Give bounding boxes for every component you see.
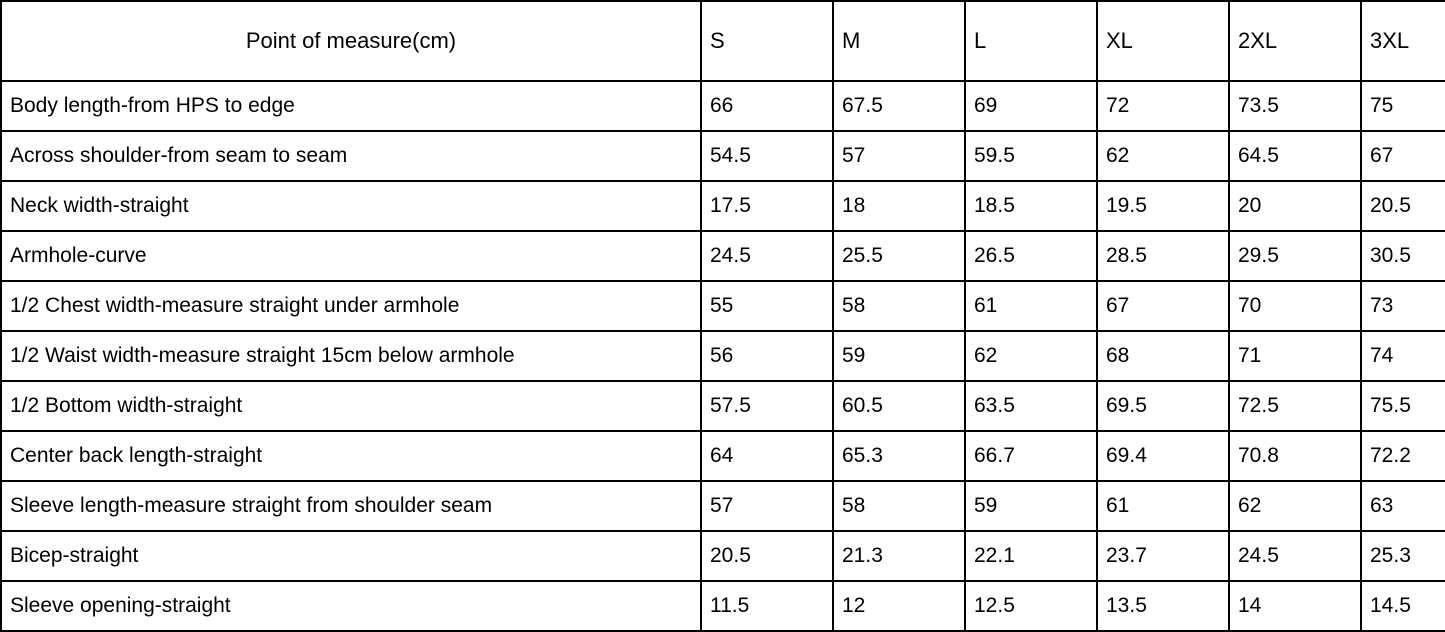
measure-value: 67 [1361,131,1445,181]
measure-value: 66 [701,81,833,131]
table-row [1,531,1445,581]
measure-label: Across shoulder-from seam to seam [1,131,701,181]
measure-value: 57 [701,481,833,531]
measure-value: 54.5 [701,131,833,181]
measure-label: Bicep-straight [1,531,701,581]
table-row [1,581,1445,631]
measure-value: 71 [1229,331,1361,381]
measure-value: 24.5 [701,231,833,281]
measure-value: 67.5 [833,81,965,131]
measure-value: 59 [833,331,965,381]
table-row [1,431,1445,481]
measure-value: 70.8 [1229,431,1361,481]
measure-value: 62 [965,331,1097,381]
measure-value: 25.3 [1361,531,1445,581]
measure-label: 1/2 Waist width-measure straight 15cm below armhole [1,331,701,381]
measure-value: 23.7 [1097,531,1229,581]
measure-value: 63.5 [965,381,1097,431]
column-header-size-2xl: 2XL [1229,1,1361,81]
measure-value: 75 [1361,81,1445,131]
measure-value: 64 [701,431,833,481]
measure-value: 65.3 [833,431,965,481]
measure-value: 58 [833,281,965,331]
table-row [1,181,1445,231]
measure-value: 20.5 [701,531,833,581]
measure-value: 62 [1229,481,1361,531]
column-header-size-s: S [701,1,833,81]
measure-label: 1/2 Chest width-measure straight under armhole [1,281,701,331]
measure-value: 59 [965,481,1097,531]
column-header-size-l: L [965,1,1097,81]
measure-value: 69.5 [1097,381,1229,431]
measure-value: 12 [833,581,965,631]
measure-value: 57 [833,131,965,181]
measure-value: 74 [1361,331,1445,381]
measure-label: 1/2 Bottom width-straight [1,381,701,431]
table-row [1,281,1445,331]
measure-value: 18 [833,181,965,231]
measure-value: 73 [1361,281,1445,331]
measure-label: Armhole-curve [1,231,701,281]
measure-value: 66.7 [965,431,1097,481]
measure-value: 17.5 [701,181,833,231]
table-row [1,381,1445,431]
measure-value: 69 [965,81,1097,131]
measure-value: 13.5 [1097,581,1229,631]
measure-value: 26.5 [965,231,1097,281]
measure-value: 25.5 [833,231,965,281]
measure-value: 22.1 [965,531,1097,581]
measure-label: Sleeve opening-straight [1,581,701,631]
table-row [1,231,1445,281]
table-body [1,81,1445,631]
table-row [1,331,1445,381]
measure-value: 58 [833,481,965,531]
measure-value: 56 [701,331,833,381]
measure-value: 55 [701,281,833,331]
measure-value: 28.5 [1097,231,1229,281]
measure-value: 64.5 [1229,131,1361,181]
column-header-size-3xl: 3XL [1361,1,1445,81]
column-header-point-of-measure: Point of measure(cm) [1,1,701,81]
measure-value: 11.5 [701,581,833,631]
measure-value: 30.5 [1361,231,1445,281]
measure-label: Body length-from HPS to edge [1,81,701,131]
measure-label: Sleeve length-measure straight from shoulder seam [1,481,701,531]
measure-label: Neck width-straight [1,181,701,231]
measure-value: 72 [1097,81,1229,131]
measure-value: 73.5 [1229,81,1361,131]
measure-value: 75.5 [1361,381,1445,431]
measure-value: 14.5 [1361,581,1445,631]
measure-value: 70 [1229,281,1361,331]
measure-value: 63 [1361,481,1445,531]
measure-value: 62 [1097,131,1229,181]
header-row [1,1,1445,81]
measure-value: 67 [1097,281,1229,331]
table-row [1,481,1445,531]
measure-value: 19.5 [1097,181,1229,231]
measure-value: 12.5 [965,581,1097,631]
measure-value: 57.5 [701,381,833,431]
table-header [1,1,1445,81]
table-row [1,81,1445,131]
measure-value: 20.5 [1361,181,1445,231]
measure-value: 72.5 [1229,381,1361,431]
measure-value: 72.2 [1361,431,1445,481]
measure-value: 18.5 [965,181,1097,231]
measure-value: 59.5 [965,131,1097,181]
measure-value: 20 [1229,181,1361,231]
column-header-size-m: M [833,1,965,81]
measure-value: 14 [1229,581,1361,631]
column-header-size-xl: XL [1097,1,1229,81]
measure-label: Center back length-straight [1,431,701,481]
measure-value: 69.4 [1097,431,1229,481]
measure-value: 61 [965,281,1097,331]
measure-value: 29.5 [1229,231,1361,281]
measure-value: 24.5 [1229,531,1361,581]
measure-value: 61 [1097,481,1229,531]
measure-value: 21.3 [833,531,965,581]
measure-value: 68 [1097,331,1229,381]
table-row [1,131,1445,181]
measure-value: 60.5 [833,381,965,431]
